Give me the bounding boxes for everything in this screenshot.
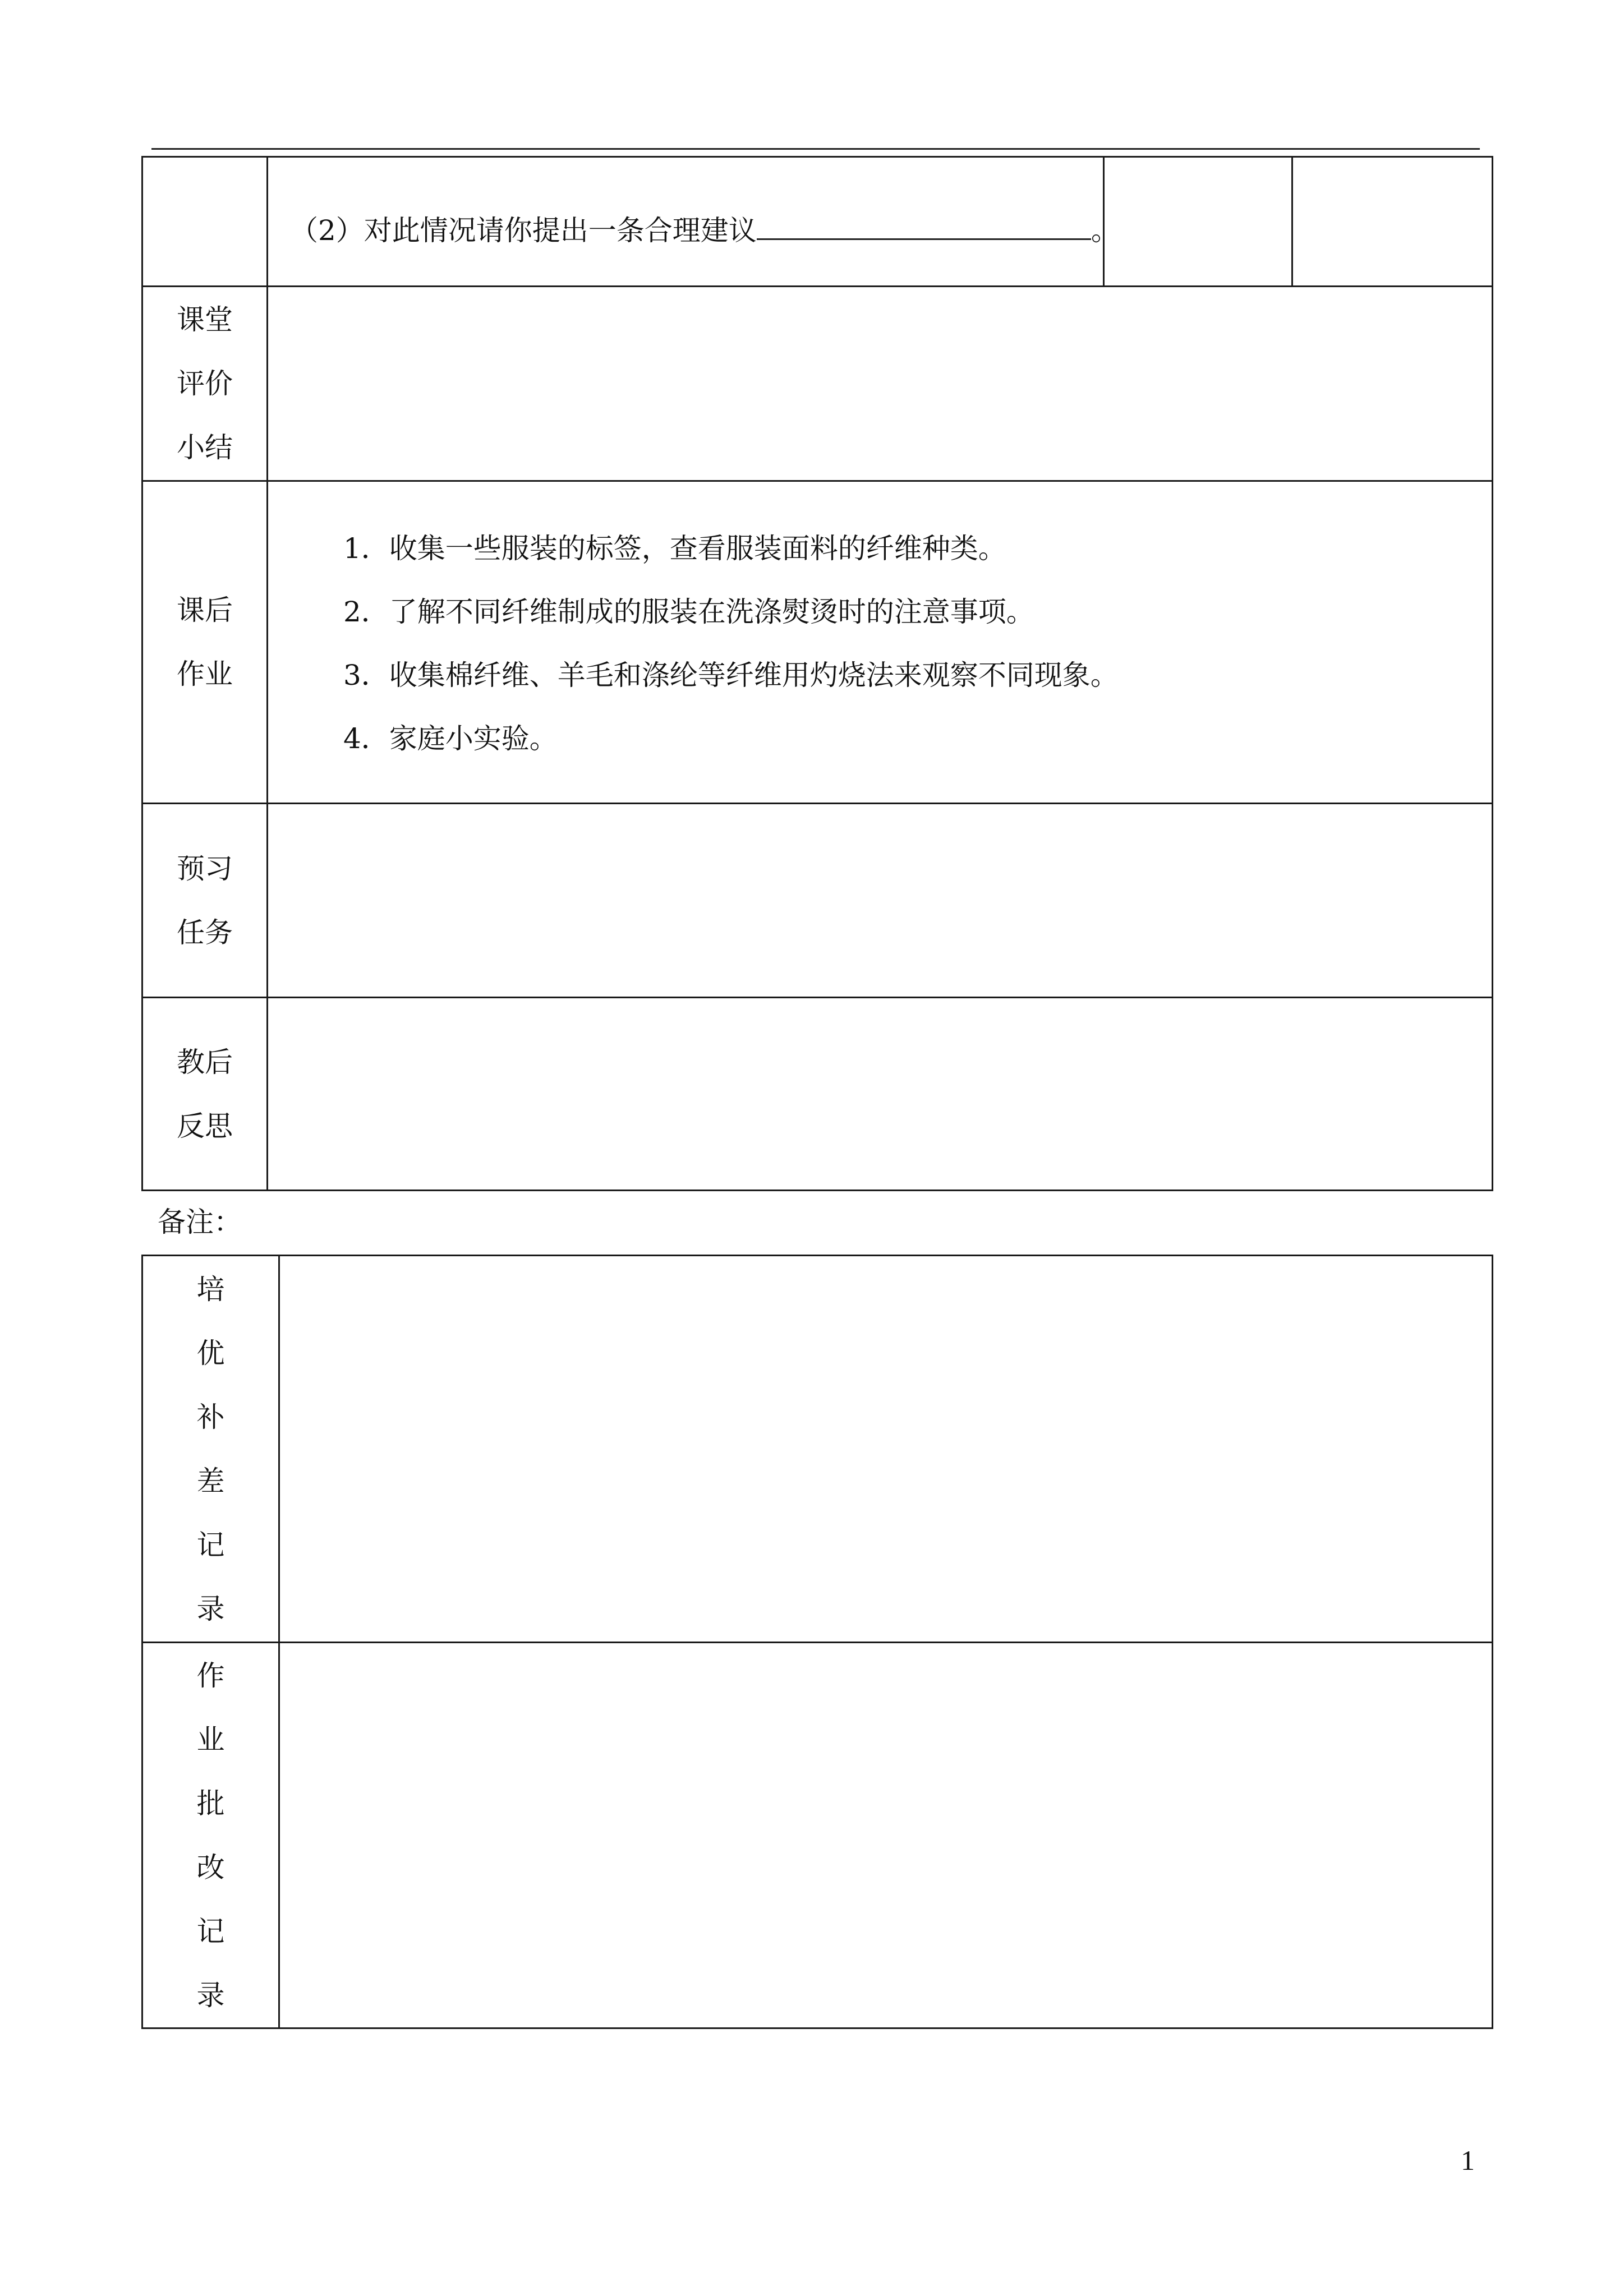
header-rule [151,148,1480,150]
tutoring-label-char: 补 [196,1400,225,1433]
summary-row [142,287,1493,481]
reflection-label-cell [142,998,268,1191]
remarks-label: 备注： [158,1206,242,1238]
homework-content-cell [268,481,1493,804]
preview-label-cell [142,804,268,998]
continuation-label-cell [142,157,268,287]
grading-label-char: 批 [196,1787,225,1820]
homework-label-line: 作业 [177,658,233,690]
question-suffix: 。 [1091,214,1119,247]
grading-label-char: 录 [196,1979,225,2012]
tutoring-label-char: 录 [196,1592,225,1625]
grading-content-cell [279,1643,1493,2028]
continuation-row [142,157,1493,287]
grading-label-char: 记 [196,1915,225,1948]
grading-label-cell [142,1643,279,2028]
summary-content-cell [268,287,1493,481]
question-text: （2）对此情况请你提出一条合理建议 [290,214,757,247]
grading-label-char: 作 [196,1659,225,1692]
homework-item: 3．收集棉纤维、羊毛和涤纶等纤维用灼烧法来观察不同现象。 [343,659,1119,691]
answer-blank-line [757,211,1091,240]
records-table [141,1255,1493,2029]
lesson-plan-table [141,156,1493,1191]
continuation-content-cell [268,157,1119,287]
page-number: 1 [1461,2145,1475,2176]
reflection-label-line: 反思 [177,1109,233,1142]
homework-label-cell [142,481,268,804]
preview-content-cell [268,804,1493,998]
preview-label-line: 任务 [177,916,233,949]
grading-record-row [142,1643,1493,2028]
preview-row [142,804,1493,998]
summary-label-line: 课堂 [177,303,233,336]
tutoring-content-cell [279,1256,1493,1643]
continuation-extra-cell-1 [1104,157,1292,287]
tutoring-label-char: 培 [196,1273,225,1306]
homework-list [268,514,1492,771]
tutoring-record-row [142,1256,1493,1643]
tutoring-label-char: 记 [196,1528,225,1561]
question-prompt [268,195,1119,248]
homework-item: 4．家庭小实验。 [343,722,558,755]
reflection-content-cell [268,998,1493,1191]
tutoring-label-char: 差 [196,1464,225,1497]
homework-label-line: 课后 [177,594,233,626]
tutoring-label-char: 优 [196,1336,225,1370]
continuation-extra-cell-2 [1292,157,1493,287]
preview-label-line: 预习 [177,852,233,885]
tutoring-label-cell [142,1256,279,1643]
summary-label-line: 小结 [177,431,233,464]
grading-label-char: 业 [196,1723,225,1756]
reflection-row [142,998,1493,1191]
homework-item: 2．了解不同纤维制成的服装在洗涤熨烫时的注意事项。 [343,596,1034,628]
reflection-label-line: 教后 [177,1045,233,1078]
homework-item: 1．收集一些服装的标签，查看服装面料的纤维种类。 [343,532,1006,565]
homework-row [142,481,1493,804]
grading-label-char: 改 [196,1851,225,1884]
summary-label-cell [142,287,268,481]
summary-label-line: 评价 [177,367,233,400]
